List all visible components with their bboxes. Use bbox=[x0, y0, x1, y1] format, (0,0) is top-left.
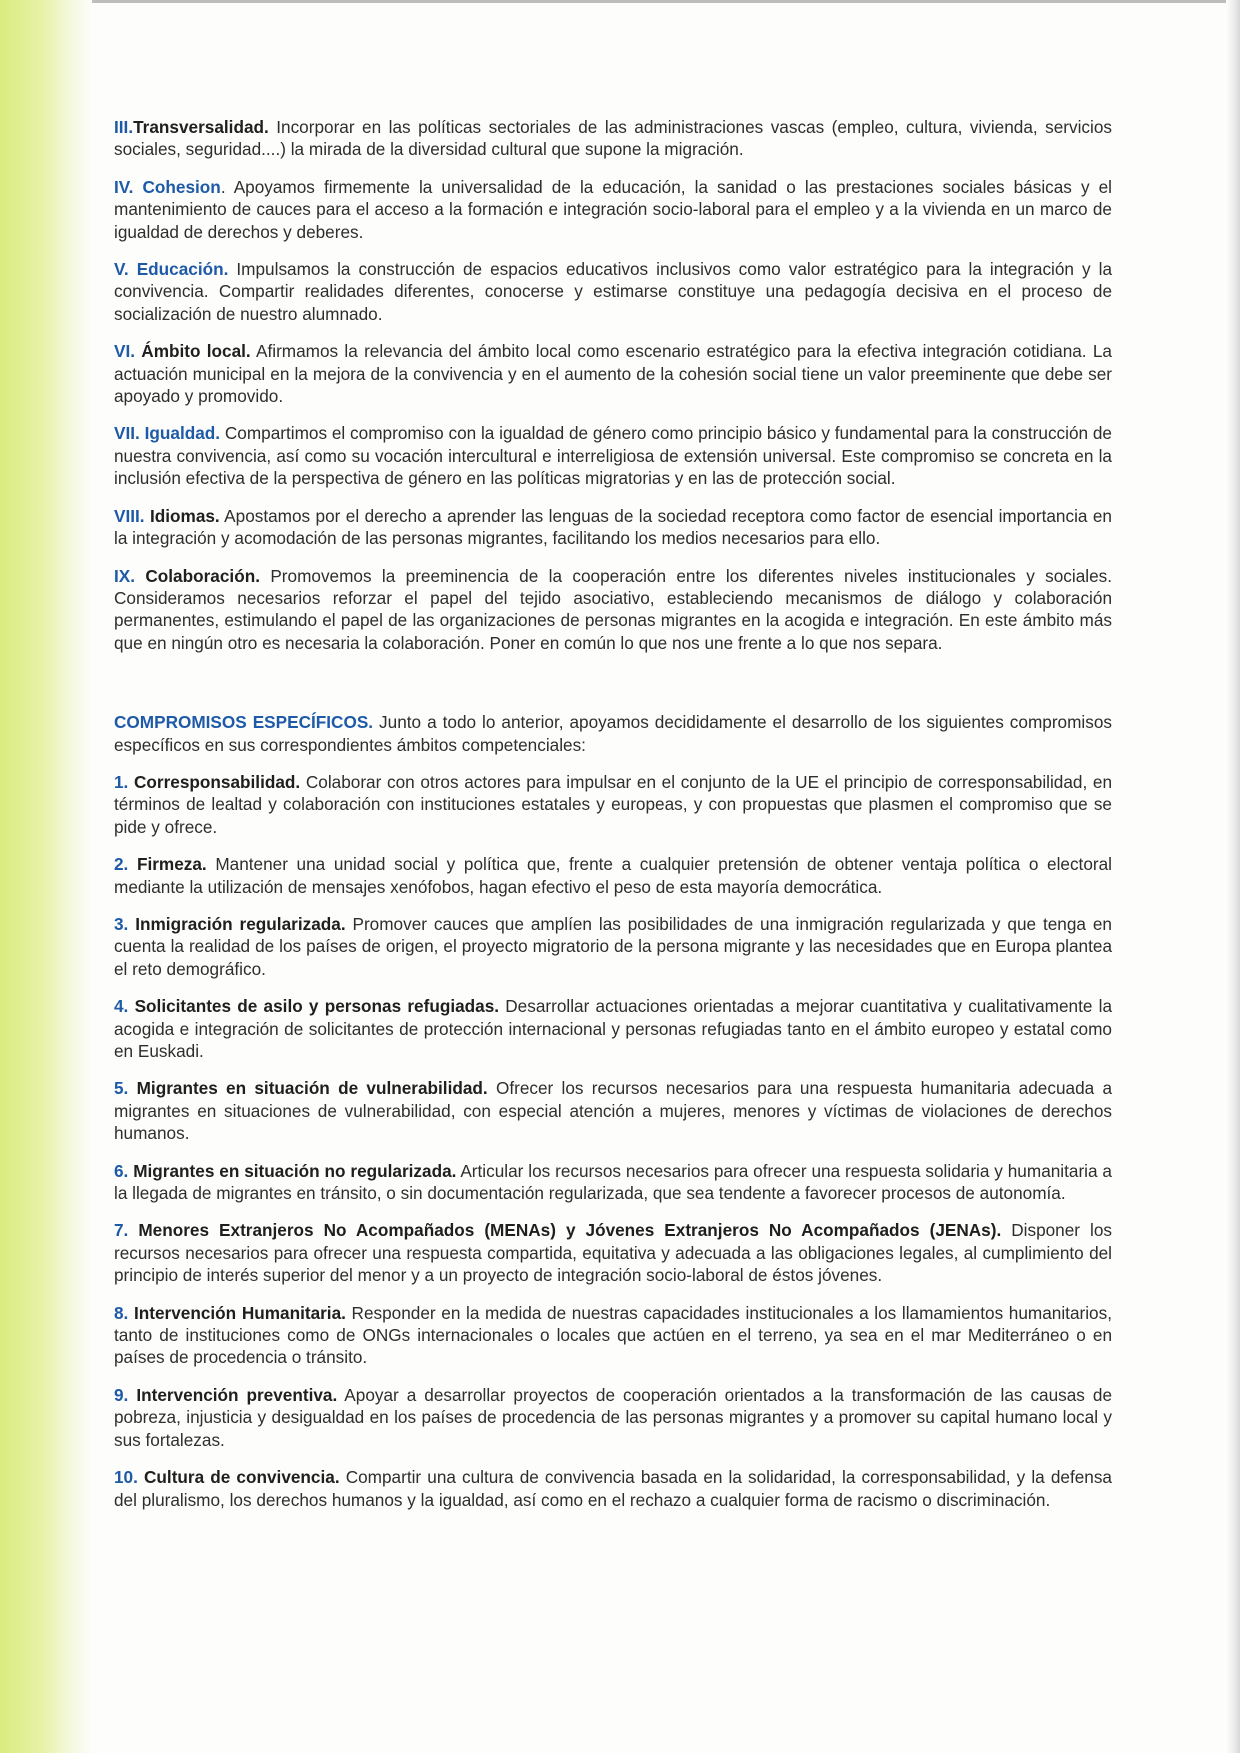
commitment-text: Articular los recursos necesarios para ofrecer una respuesta solidaria y humanitaria a la llegada de migrantes en tránsito, o sin documentación regularizada, que sea tendente a favorecer procesos de autonomía. bbox=[114, 1160, 1112, 1204]
commitment-number: 5. bbox=[114, 1078, 129, 1099]
principle-text: . Apoyamos firmemente la universalidad de la educación, la sanidad o las prestaciones sociales básicas y el mantenimiento de cauces para el acceso a la formación e integración socio-laboral para el empleo y a la vivienda en un marco de igualdad de derechos y deberes. bbox=[114, 176, 1112, 242]
section-intro: Junto a todo lo anterior, apoyamos decididamente el desarrollo de los siguientes compromisos específicos en sus correspondientes ámbitos competenciales: bbox=[114, 712, 1112, 755]
principle-text: Compartimos el compromiso con la igualdad de género como principio básico y fundamental para la construcción de nuestra convivencia, así como su vocación intercultural e interreligiosa de extensión universal. Este compromiso se concreta en la inclusión efectiva de la perspectiva de género en las políticas migratorias y en las de protección social. bbox=[114, 423, 1112, 489]
principle-paragraph bbox=[114, 422, 1112, 489]
commitment-paragraph bbox=[114, 1384, 1112, 1451]
commitment-title: Menores Extranjeros No Acompañados (MENAs) y Jóvenes Extranjeros No Acompañados (JENAs). bbox=[138, 1220, 1002, 1241]
principle-title: Colaboración. bbox=[145, 565, 260, 586]
commitment-paragraph bbox=[114, 913, 1112, 980]
section-title: COMPROMISOS ESPECÍFICOS. bbox=[114, 712, 374, 733]
commitment-title: Intervención preventiva. bbox=[136, 1384, 338, 1405]
principle-text: Impulsamos la construcción de espacios educativos inclusivos como valor estratégico para la integración y la convivencia. Compartir realidades diferentes, conocerse y estimarse constituye una pedagogía decisiva en el proceso de socialización de nuestro alumnado. bbox=[114, 259, 1112, 324]
principle-paragraph bbox=[114, 116, 1112, 161]
principle-text: Incorporar en las políticas sectoriales de las administraciones vascas (empleo, cultura, vivienda, servicios sociales, seguridad....) la mirada de la diversidad cultural que supone la migración. bbox=[114, 117, 1112, 160]
commitment-text: Disponer los recursos necesarios para ofrecer una respuesta compartida, equitativa y adecuada a las obligaciones legales, al cumplimiento del principio de interés superior del menor y a un proyecto de integración socio-laboral de éstos jóvenes. bbox=[114, 1220, 1112, 1286]
principle-paragraph bbox=[114, 340, 1112, 407]
principle-paragraph bbox=[114, 505, 1112, 550]
commitment-title: Migrantes en situación no regularizada. bbox=[133, 1160, 457, 1181]
principle-number: VI. bbox=[114, 341, 136, 362]
principle-number: V. bbox=[114, 259, 129, 280]
principle-number: VII. bbox=[114, 423, 140, 444]
principle-number: IV. bbox=[114, 176, 134, 197]
commitment-text: Ofrecer los recursos necesarios para una respuesta humanitaria adecuada a migrantes en situaciones de vulnerabilidad, con especial atención a mujeres, menores y víctimas de violaciones de derechos humanos. bbox=[114, 1078, 1112, 1144]
principle-title: Cohesion bbox=[142, 176, 221, 197]
decorative-side-band bbox=[0, 0, 92, 1753]
principle-paragraph bbox=[114, 258, 1112, 325]
commitment-number: 7. bbox=[114, 1220, 129, 1241]
commitment-text: Compartir una cultura de convivencia basada en la solidaridad, la corresponsabilidad, y la defensa del pluralismo, los derechos humanos y la igualdad, así como en el rechazo a cualquier forma de racismo o discriminación. bbox=[114, 1467, 1112, 1510]
section-spacer bbox=[114, 669, 1112, 711]
commitment-paragraph bbox=[114, 853, 1112, 898]
commitment-number: 8. bbox=[114, 1302, 129, 1323]
commitment-text: Desarrollar actuaciones orientadas a mejorar cuantitativa y cualitativamente la acogida e integración de solicitantes de protección internacional y personas refugiadas tanto en el ámbito europeo y estatal como en Euskadi. bbox=[114, 996, 1113, 1061]
principle-title: Ámbito local. bbox=[141, 341, 251, 362]
commitment-text: Apoyar a desarrollar proyectos de cooperación orientados a la transformación de las causas de pobreza, injusticia y desigualdad en los países de procedencia de las personas migrantes y a promover su capital humano local y sus fortalezas. bbox=[114, 1384, 1112, 1450]
commitment-number: 3. bbox=[114, 913, 129, 934]
commitment-text: Colaborar con otros actores para impulsar en el conjunto de la UE el principio de corresponsabilidad, en términos de lealtad y colaboración con instituciones estatales y europeas, y con propuestas que plasmen el compromiso que se pide y ofrece. bbox=[114, 771, 1112, 837]
commitment-text: Mantener una unidad social y política que, frente a cualquier pretensión de obtener ventaja política o electoral mediante la utilización de mensajes xenófobos, hagan efectivo el peso de esta mayoría democrática. bbox=[114, 854, 1112, 897]
commitment-number: 10. bbox=[114, 1467, 138, 1488]
commitment-number: 4. bbox=[114, 996, 129, 1017]
commitment-paragraph bbox=[114, 1219, 1112, 1286]
principle-number: IX. bbox=[114, 565, 136, 586]
commitment-paragraph bbox=[114, 995, 1112, 1062]
principle-text: Afirmamos la relevancia del ámbito local como escenario estratégico para la efectiva integración cotidiana. La actuación municipal en la mejora de la convivencia y en el aumento de la cohesión social tiene un valor preeminente que debe ser apoyado y promovido. bbox=[114, 341, 1112, 407]
page-right-edge bbox=[1226, 0, 1240, 1753]
commitment-number: 6. bbox=[114, 1160, 129, 1181]
principle-paragraph bbox=[114, 176, 1112, 243]
specific-commitments-intro bbox=[114, 711, 1112, 756]
commitment-text: Promover cauces que amplíen las posibilidades de una inmigración regularizada y que tenga en cuenta la realidad de los países de origen, el proyecto migratorio de la persona migrante y las necesidades que en Europa plantea el reto demográfico. bbox=[114, 913, 1112, 979]
principle-title: Educación. bbox=[136, 259, 229, 280]
principle-number: VIII. bbox=[114, 505, 145, 526]
document-body bbox=[114, 116, 1112, 1526]
principle-text: Promovemos la preeminencia de la cooperación entre los diferentes niveles institucionales y sociales. Consideramos necesarios reforzar el papel del tejido asociativo, estableciendo mecanismos de diálogo y colaboración permanentes, estimulando el papel de las organizaciones de personas migrantes en la acogida e integración. En este ámbito más que en ningún otro es necesaria la colaboración. Poner en común lo que nos une frente a lo que nos separa. bbox=[114, 565, 1112, 653]
commitment-number: 9. bbox=[114, 1384, 129, 1405]
commitment-title: Cultura de convivencia. bbox=[144, 1467, 340, 1488]
commitment-title: Inmigración regularizada. bbox=[135, 913, 346, 934]
commitment-title: Migrantes en situación de vulnerabilidad. bbox=[136, 1078, 488, 1099]
page-top-edge bbox=[0, 0, 1240, 3]
commitment-paragraph bbox=[114, 771, 1112, 838]
commitment-title: Intervención Humanitaria. bbox=[133, 1302, 346, 1323]
principle-text: Apostamos por el derecho a aprender las lenguas de la sociedad receptora como factor de esencial importancia en la integración y acomodación de las personas migrantes, facilitando los medios necesarios para ello. bbox=[114, 505, 1112, 549]
commitment-text: Responder en la medida de nuestras capacidades institucionales a los llamamientos humanitarios, tanto de instituciones como de ONGs internacionales o locales que actúen en el terreno, ya sea en el mar Mediterráneo o en países de procedencia o tránsito. bbox=[114, 1302, 1112, 1368]
commitment-title: Firmeza. bbox=[136, 854, 207, 875]
principle-title: Idiomas. bbox=[149, 505, 220, 526]
commitment-title: Corresponsabilidad. bbox=[134, 771, 301, 792]
commitment-paragraph bbox=[114, 1160, 1112, 1205]
principle-title: Igualdad. bbox=[144, 423, 221, 444]
commitment-paragraph bbox=[114, 1302, 1112, 1369]
principle-number: III. bbox=[114, 117, 134, 137]
commitment-number: 2. bbox=[114, 854, 129, 875]
principle-paragraph bbox=[114, 565, 1112, 655]
commitment-number: 1. bbox=[114, 771, 129, 792]
principle-title: Transversalidad. bbox=[133, 117, 269, 137]
commitment-title: Solicitantes de asilo y personas refugiadas. bbox=[134, 996, 500, 1017]
commitment-paragraph bbox=[114, 1466, 1112, 1511]
commitment-paragraph bbox=[114, 1077, 1112, 1144]
